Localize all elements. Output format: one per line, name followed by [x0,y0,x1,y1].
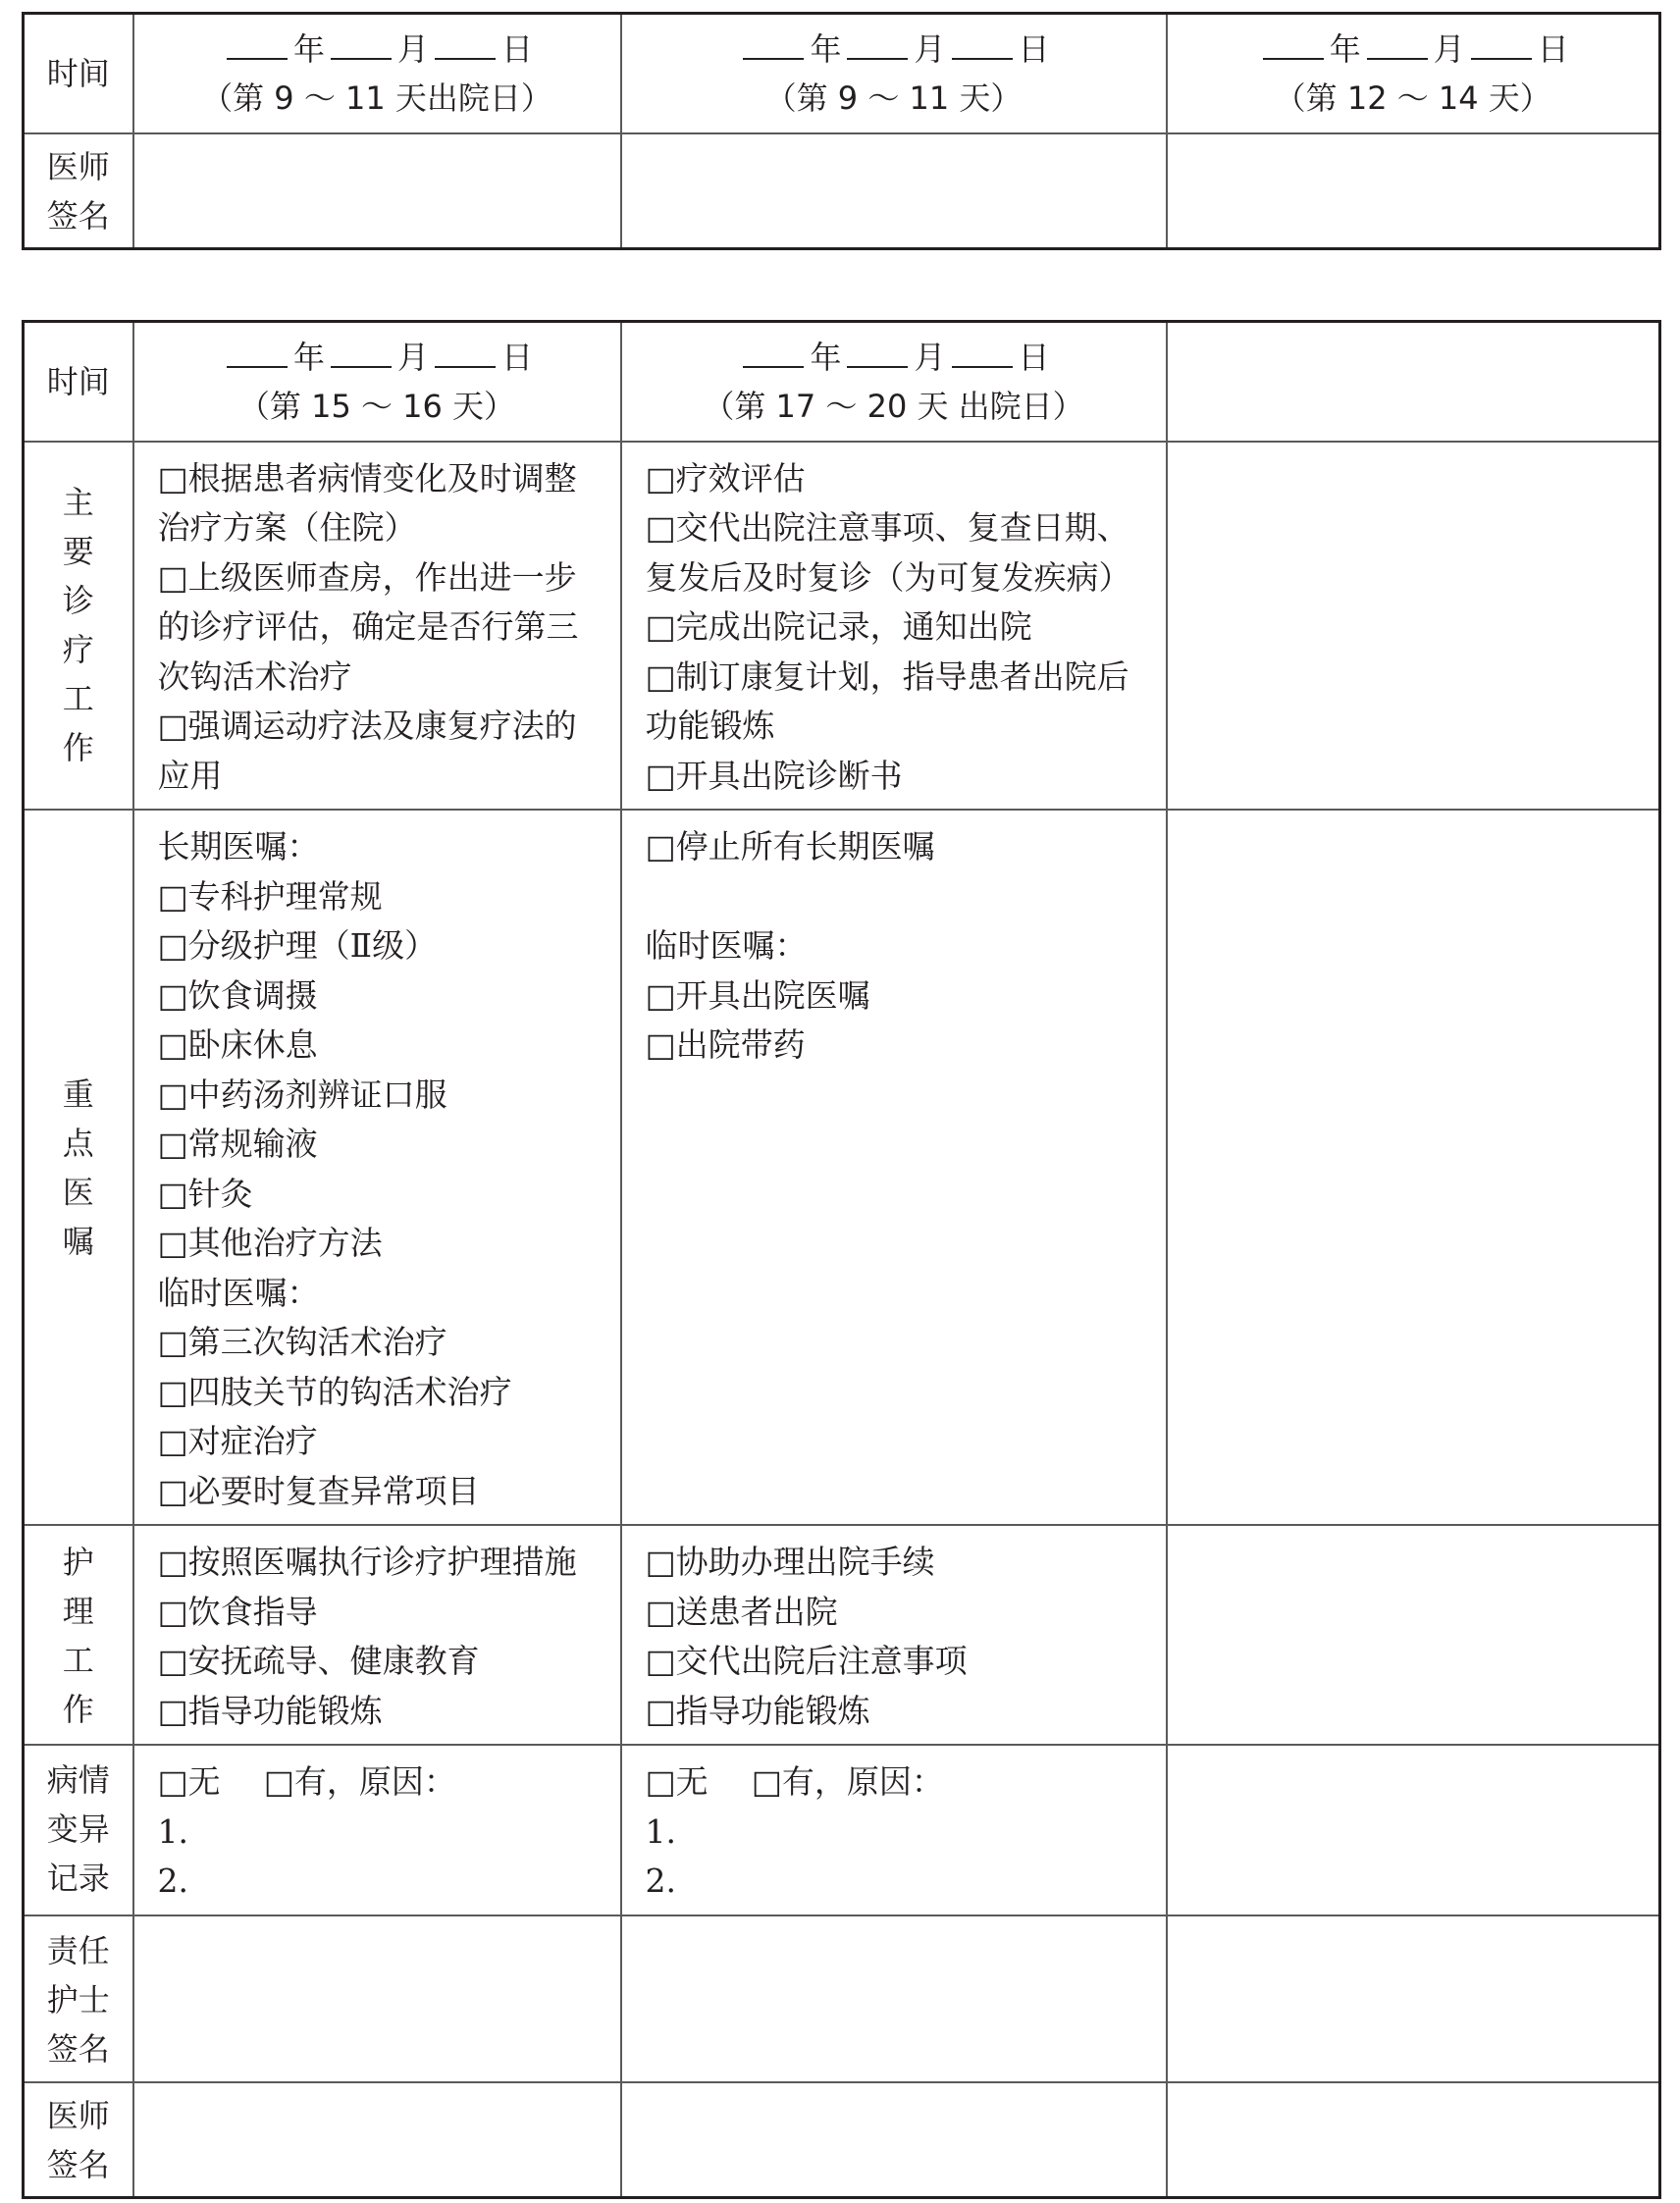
checklist-item[interactable]: □中药汤剂辨证口服 [157,1075,447,1114]
checklist-item[interactable]: □卧床休息 [157,1025,318,1064]
doctor-sign-cell-3[interactable] [1167,2082,1660,2198]
nursing-list-1 [133,1525,621,1745]
checklist-item[interactable]: □必要时复查异常项目 [157,1471,480,1510]
date-line: 年 月 日 [1168,25,1659,74]
key-orders-list-2 [621,810,1167,1525]
variance-none-checkbox[interactable]: □无 [157,1762,221,1801]
doctor-sign-label: 医师 签名 [24,133,133,249]
checklist-item[interactable]: □第三次钩活术治疗 [157,1323,447,1361]
doctor-sign-cell-1[interactable] [133,2082,621,2198]
date-cell-day9-11 [621,14,1167,133]
key-orders-list-1 [133,810,621,1525]
empty-cell [1167,810,1660,1525]
checklist-item[interactable]: □上级医师查房，作出进一步 [157,557,577,597]
date-cell-day17-20-discharge [621,322,1167,442]
doctor-sign-cell-3[interactable] [1167,133,1660,249]
nurse-sign-cell-2[interactable] [621,1915,1167,2082]
variance-options [158,1757,608,1808]
checklist-item[interactable]: □开具出院诊断书 [645,756,903,795]
checklist-item[interactable]: □饮食指导 [157,1592,318,1631]
checklist-item[interactable]: □饮食调摄 [157,975,318,1015]
checklist-item[interactable]: □强调运动疗法及康复疗法的 [157,707,577,745]
empty-cell [1167,1525,1660,1745]
empty-cell [1167,1745,1660,1915]
doctor-sign-cell-2[interactable] [621,2082,1167,2198]
doctor-sign-cell-1[interactable] [133,133,621,249]
checklist-item[interactable]: □对症治疗 [157,1422,318,1460]
checklist-item[interactable]: □分级护理（Ⅱ级） [157,926,438,965]
checklist-item[interactable]: □出院带药 [645,1025,806,1064]
time-label: 时间 [24,322,133,442]
checklist-line: 复发后及时复诊（为可复发疾病） [645,557,1131,597]
variance-line[interactable]: 1. [157,1811,188,1851]
section-heading: 长期医嘱： [157,827,320,865]
variance-none-checkbox[interactable]: □无 [645,1762,709,1801]
main-work-list-2 [621,442,1167,811]
time-label: 时间 [24,14,133,133]
checklist-line: 的诊疗评估，确定是否行第三 [157,607,579,646]
main-work-list-1 [133,442,621,811]
checklist-item[interactable]: □制订康复计划，指导患者出院后 [645,656,1129,696]
doctor-sign-label: 医师 签名 [24,2082,133,2198]
section-heading: 临时医嘱： [645,926,808,965]
schedule-table-top [22,12,1661,250]
variance-record-1 [133,1745,621,1915]
checklist-item[interactable]: □按照医嘱执行诊疗护理措施 [157,1543,577,1581]
variance-options [646,1757,1154,1808]
day-range: （第 9 ～ 11 天出院日） [201,79,552,117]
checklist-item[interactable]: □指导功能锻炼 [645,1691,870,1730]
variance-line[interactable]: 2. [157,1862,188,1900]
date-line: 年 月 日 [134,333,620,382]
checklist-line: 次钩活术治疗 [157,656,352,696]
day-range: （第 17 ～ 20 天 出院日） [703,387,1084,425]
variance-line[interactable]: 1. [645,1811,676,1851]
nurse-sign-label: 责任 护士 签名 [24,1915,133,2082]
checklist-item[interactable]: □协助办理出院手续 [645,1543,935,1581]
nursing-list-2 [621,1525,1167,1745]
nursing-work-label: 护 理 工 作 [24,1525,133,1745]
checklist-item[interactable]: □根据患者病情变化及时调整 [157,458,577,498]
checklist-item[interactable]: □完成出院记录，通知出院 [645,607,1032,646]
main-work-label: 主 要 诊 疗 工 作 [24,442,133,811]
variance-line[interactable]: 2. [645,1862,676,1900]
date-line: 年 月 日 [134,25,620,74]
variance-record-label: 病情 变异 记录 [24,1745,133,1915]
variance-record-2 [621,1745,1167,1915]
date-cell-day12-14 [1167,14,1660,133]
checklist-item[interactable]: □安抚疏导、健康教育 [157,1642,480,1680]
date-cell-day9-11-discharge [133,14,621,133]
checklist-item[interactable]: □停止所有长期医嘱 [645,827,935,865]
spacer [646,872,1154,922]
checklist-item[interactable]: □针灸 [157,1174,253,1213]
key-orders-label: 重 点 医 嘱 [24,810,133,1525]
checklist-item[interactable]: □专科护理常规 [157,876,383,916]
doctor-sign-cell-2[interactable] [621,133,1167,249]
checklist-line: 应用 [157,756,223,795]
empty-cell [1167,442,1660,811]
checklist-item[interactable]: □常规输液 [157,1125,318,1163]
checklist-item[interactable]: □指导功能锻炼 [157,1691,383,1730]
date-line: 年 月 日 [622,333,1166,382]
variance-yes-checkbox[interactable]: □有，原因： [263,1762,456,1801]
nurse-sign-cell-3[interactable] [1167,1915,1660,2082]
checklist-line: 功能锻炼 [645,707,775,745]
checklist-item[interactable]: □交代出院后注意事项 [645,1642,968,1680]
checklist-item[interactable]: □送患者出院 [645,1592,838,1631]
day-range: （第 9 ～ 11 天） [764,79,1023,117]
date-cell-day15-16 [133,322,621,442]
checklist-item[interactable]: □四肢关节的钩活术治疗 [157,1372,512,1411]
checklist-item[interactable]: □疗效评估 [645,458,806,498]
date-line: 年 月 日 [622,25,1166,74]
section-heading: 临时医嘱： [157,1273,320,1312]
day-range: （第 15 ～ 16 天） [237,387,516,425]
nurse-sign-cell-1[interactable] [133,1915,621,2082]
checklist-item[interactable]: □其他治疗方法 [157,1224,383,1262]
checklist-line: 治疗方案（住院） [157,508,417,547]
schedule-table-bottom [22,320,1661,2199]
empty-header-cell [1167,322,1660,442]
checklist-item[interactable]: □开具出院医嘱 [645,975,870,1015]
checklist-item[interactable]: □交代出院注意事项、复查日期、 [645,508,1129,547]
day-range: （第 12 ～ 14 天） [1274,79,1551,117]
variance-yes-checkbox[interactable]: □有，原因： [751,1762,944,1801]
